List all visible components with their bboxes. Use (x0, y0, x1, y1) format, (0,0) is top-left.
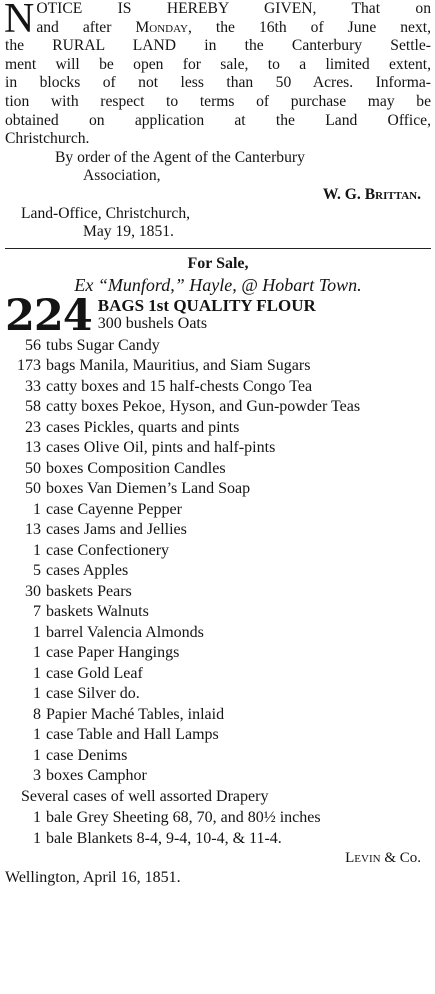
list-item (5, 582, 431, 603)
item-quantity: 13 (25, 439, 41, 457)
list-item (5, 766, 431, 787)
notice-date: May 19, 1851. (83, 223, 174, 241)
item-quantity: 1 (33, 685, 41, 703)
item-quantity: 13 (25, 521, 41, 539)
list-item (5, 479, 431, 500)
list-item (5, 356, 431, 377)
list-item (5, 643, 431, 664)
list-item (5, 397, 431, 418)
item-quantity: 7 (33, 603, 41, 621)
item-description: baskets Pears (46, 582, 132, 600)
item-quantity: 1 (33, 644, 41, 662)
item-description: case Cayenne Pepper (46, 500, 182, 518)
column-divider (5, 248, 431, 249)
order-line: By order of the Agent of the Canterbury (55, 148, 305, 166)
item-quantity: 56 (25, 336, 41, 354)
item-quantity: 33 (25, 377, 41, 395)
list-item (5, 664, 431, 685)
bale-list (5, 808, 431, 849)
item-quantity: 23 (25, 418, 41, 436)
item-description: cases Jams and Jellies (46, 521, 187, 539)
list-item (5, 808, 431, 829)
item-quantity: 1 (33, 829, 41, 847)
list-item (5, 829, 431, 850)
list-item (5, 541, 431, 562)
notice-line: tion with respect to terms of purchase may be (5, 92, 431, 110)
list-item (5, 520, 431, 541)
item-quantity: 1 (33, 809, 41, 827)
item-description: boxes Camphor (46, 767, 147, 785)
ship-line: Ex “Munford,” Hayle, @ Hobart Town. (74, 274, 362, 295)
item-description: case Paper Hangings (46, 644, 180, 662)
item-quantity: 58 (25, 398, 41, 416)
item-description: case Silver do. (46, 685, 140, 703)
item-quantity: 1 (33, 541, 41, 559)
list-item (5, 459, 431, 480)
item-description: boxes Van Diemen’s Land Soap (46, 480, 251, 498)
weekday: Monday (135, 18, 188, 36)
flour-header (5, 290, 431, 341)
item-quantity: 1 (33, 726, 41, 744)
sale-date: Wellington, April 16, 1851. (5, 869, 181, 887)
list-item (5, 500, 431, 521)
list-item (5, 705, 431, 726)
notice-line: Christchurch. (5, 130, 90, 148)
item-quantity: 50 (25, 459, 41, 477)
list-item (5, 623, 431, 644)
land-sale-notice (5, 0, 431, 242)
list-item (5, 377, 431, 398)
for-sale-heading: For Sale, (187, 254, 249, 272)
item-quantity: 8 (33, 705, 41, 723)
item-quantity: 3 (33, 767, 41, 785)
list-item (5, 561, 431, 582)
notice-line: obtained on application at the Land Office, (5, 111, 431, 129)
order-line: Association, (83, 167, 161, 185)
item-description: cases Olive Oil, pints and half-pints (46, 439, 276, 457)
signature: W. G. Brittan. (322, 185, 421, 203)
list-item (5, 438, 431, 459)
item-quantity: 30 (25, 582, 41, 600)
item-description: case Confectionery (46, 541, 170, 559)
item-description: boxes Composition Candles (46, 459, 226, 477)
item-quantity: 1 (33, 664, 41, 682)
list-item (5, 746, 431, 767)
item-description: baskets Walnuts (46, 603, 149, 621)
item-description: bags Manila, Mauritius, and Siam Sugars (46, 357, 311, 375)
drapery-line: Several cases of well assorted Drapery (21, 787, 269, 805)
big-quantity: 224 (5, 290, 92, 341)
list-item (5, 336, 431, 357)
drop-cap: N (4, 0, 35, 42)
item-quantity: 1 (33, 500, 41, 518)
item-description: bale Blankets 8-4, 9-4, 10-4, & 11-4. (46, 829, 282, 847)
list-item (5, 684, 431, 705)
notice-line: OTICE IS HEREBY GIVEN, That on (36, 0, 431, 17)
item-description: cases Pickles, quarts and pints (46, 418, 240, 436)
item-quantity: 1 (33, 746, 41, 764)
item-quantity: 173 (17, 357, 41, 375)
item-description: tubs Sugar Candy (46, 336, 160, 354)
item-description: case Gold Leaf (46, 664, 143, 682)
item-quantity: 1 (33, 623, 41, 641)
item-description: catty boxes Pekoe, Hyson, and Gun-powder Teas (46, 398, 361, 416)
item-description: bale Grey Sheeting 68, 70, and 80½ inches (46, 809, 321, 827)
flour-line: BAGS 1st QUALITY FLOUR (97, 295, 316, 315)
office-place: Land-Office, Christchurch, (21, 204, 191, 222)
item-description: catty boxes and 15 half-chests Congo Tea (46, 377, 313, 395)
list-item (5, 725, 431, 746)
item-description: case Denims (46, 746, 128, 764)
item-description: case Table and Hall Lamps (46, 726, 219, 744)
item-description: cases Apples (46, 562, 129, 580)
item-description: barrel Valencia Almonds (46, 623, 204, 641)
notice-line: in blocks of not less than 50 Acres. Informa- (5, 74, 431, 92)
goods-list (5, 336, 431, 787)
merchant-signature: Levin & Co. (345, 850, 421, 867)
oats-line: 300 bushels Oats (97, 314, 208, 332)
notice-line: the RURAL LAND in the Canterbury Settle- (5, 37, 431, 55)
item-description: Papier Maché Tables, inlaid (46, 705, 225, 723)
notice-line: and after Monday, the 16th of June next, (36, 18, 431, 36)
item-quantity: 50 (25, 480, 41, 498)
list-item (5, 418, 431, 439)
notice-line: ment will be open for sale, to a limited extent, (5, 55, 431, 73)
item-quantity: 5 (33, 562, 41, 580)
list-item (5, 602, 431, 623)
